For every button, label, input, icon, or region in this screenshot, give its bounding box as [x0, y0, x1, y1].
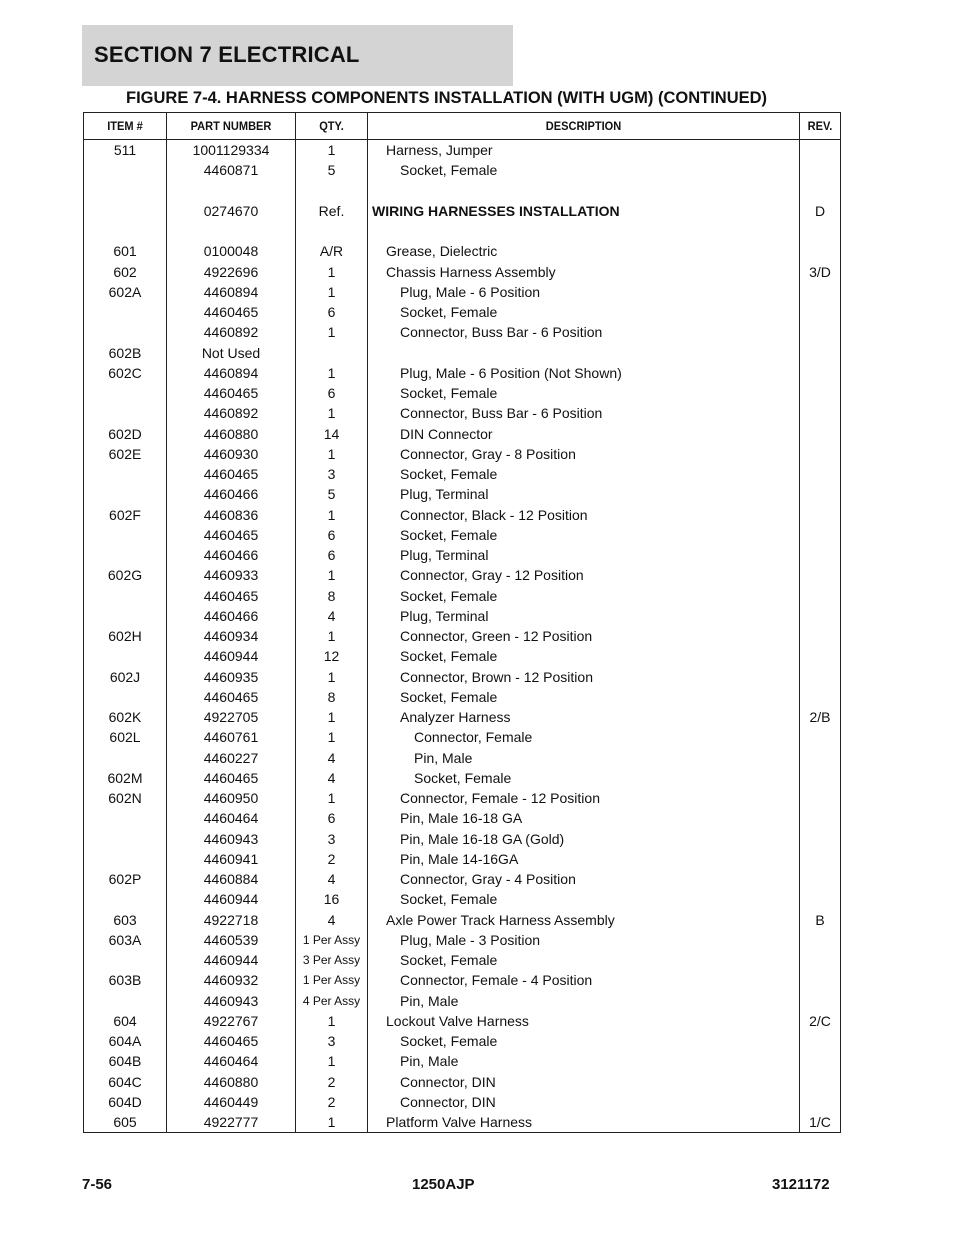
description: Plug, Terminal: [400, 547, 489, 563]
table-row: [84, 343, 840, 363]
quantity: 4: [327, 871, 336, 887]
description: Pin, Male 16-18 GA: [400, 810, 523, 827]
quantity: 6: [327, 526, 336, 543]
description: Pin, Male: [400, 992, 459, 1009]
quantity: 1: [327, 1114, 336, 1130]
description: Connector, Female - 4 Position: [400, 972, 593, 989]
part-number: 4922767: [203, 1012, 259, 1029]
revision: 2/C: [809, 1012, 831, 1029]
table-row: [84, 505, 840, 525]
quantity: 6: [327, 547, 336, 563]
quantity: 3: [327, 830, 336, 847]
table-row: [84, 970, 840, 990]
item-number: 604: [113, 1012, 137, 1029]
section-title: SECTION 7 ELECTRICAL: [94, 42, 360, 67]
part-number: 4460944: [203, 648, 259, 665]
description: Plug, Male - 3 Position: [400, 931, 541, 948]
description: Pin, Male 14-16GA: [400, 850, 519, 867]
footer-document-number: 3121172: [772, 1176, 830, 1193]
quantity: 1: [327, 263, 336, 280]
description: Plug, Terminal: [400, 486, 489, 503]
table-row: [84, 160, 840, 180]
table-row: [84, 221, 840, 241]
header-description: DESCRIPTION: [545, 119, 622, 133]
description: Pin, Male 16-18 GA (Gold): [400, 830, 565, 847]
item-number: 604D: [108, 1093, 142, 1110]
part-number: 4460464: [203, 810, 259, 827]
part-number: 4460465: [203, 1033, 259, 1049]
part-number: 4922718: [203, 911, 259, 928]
quantity: 4 Per Assy: [302, 993, 361, 1008]
revision: 2/B: [809, 709, 831, 725]
item-number: 602D: [108, 425, 142, 442]
description: Connector, Buss Bar - 6 Position: [400, 324, 603, 341]
quantity: 1: [327, 283, 336, 300]
table-row: [84, 545, 840, 565]
part-number: 4460466: [203, 607, 259, 624]
description: Pin, Male: [414, 749, 473, 766]
description: WIRING HARNESSES INSTALLATION: [372, 202, 620, 219]
quantity: 16: [323, 891, 340, 908]
item-number: 604C: [108, 1073, 142, 1090]
quantity: 8: [327, 587, 336, 604]
part-number: 4460930: [203, 445, 259, 462]
part-number: 4460871: [203, 162, 259, 179]
header-part-number: PART NUMBER: [190, 119, 272, 133]
table-row: [84, 424, 840, 444]
quantity: 4: [327, 911, 336, 928]
description: Pin, Male: [400, 1053, 459, 1070]
description: Socket, Female: [400, 162, 498, 179]
part-number: 4460465: [203, 769, 259, 786]
item-number: 603: [113, 911, 137, 928]
quantity: 3: [327, 1033, 336, 1049]
item-number: 602P: [108, 871, 142, 887]
quantity: 1: [327, 364, 336, 381]
quantity: 2: [327, 850, 336, 867]
part-number: 4460943: [203, 992, 259, 1009]
description: Connector, Female: [414, 729, 533, 746]
quantity: 1: [327, 142, 336, 158]
quantity: 2: [327, 1073, 336, 1090]
part-number: 4460932: [203, 972, 259, 989]
footer-model: 1250AJP: [412, 1176, 475, 1193]
part-number: 4460465: [203, 304, 259, 320]
description: Socket, Female: [400, 688, 498, 705]
table-row: [84, 586, 840, 606]
description: Platform Valve Harness: [386, 1114, 533, 1130]
table-row: [84, 829, 840, 849]
quantity: 1: [327, 1012, 336, 1029]
item-number: 603B: [108, 972, 142, 989]
part-number: 4460836: [203, 506, 259, 523]
table-row: [84, 808, 840, 828]
part-number: 4460539: [203, 931, 259, 948]
table-header-row: [84, 113, 840, 140]
part-number: 4460465: [203, 587, 259, 604]
description: Analyzer Harness: [400, 709, 511, 725]
quantity: 1: [327, 1053, 336, 1070]
quantity: 2: [327, 1093, 336, 1110]
part-number: 4460894: [203, 364, 259, 381]
table-row: [84, 707, 840, 727]
quantity: Ref.: [318, 202, 345, 219]
part-number: 4460465: [203, 385, 259, 401]
table-row: [84, 525, 840, 545]
table-row: [84, 262, 840, 282]
header-rev: REV.: [807, 119, 833, 133]
part-number: 4460944: [203, 891, 259, 908]
part-number: Not Used: [201, 344, 261, 361]
item-number: 602A: [108, 283, 142, 300]
description: Socket, Female: [400, 526, 498, 543]
part-number: 4460464: [203, 1053, 259, 1070]
quantity: 1: [327, 324, 336, 341]
description: Connector, Female - 12 Position: [400, 790, 600, 806]
description: Plug, Male - 6 Position (Not Shown): [400, 364, 622, 381]
table-row: [84, 181, 840, 201]
description: Socket, Female: [400, 952, 498, 968]
quantity: 1: [327, 506, 336, 523]
part-number: 0274670: [203, 202, 259, 219]
description: Connector, Gray - 4 Position: [400, 871, 576, 887]
table-row: [84, 1112, 840, 1132]
table-row: [84, 768, 840, 788]
revision: 1/C: [809, 1114, 831, 1130]
part-number: 4460950: [203, 790, 259, 806]
table-row: [84, 1031, 840, 1051]
table-row: [84, 1051, 840, 1071]
description: Socket, Female: [400, 1033, 498, 1049]
description: Lockout Valve Harness: [386, 1012, 529, 1029]
quantity: 1 Per Assy: [302, 932, 361, 947]
description: DIN Connector: [400, 425, 493, 442]
header-qty: QTY.: [319, 119, 344, 133]
table-row: [84, 282, 840, 302]
table-row: [84, 1072, 840, 1092]
part-number: 4460944: [203, 952, 259, 968]
footer-page-number: 7-56: [82, 1176, 113, 1193]
quantity: 3: [327, 466, 336, 482]
description: Connector, Green - 12 Position: [400, 628, 593, 644]
description: Socket, Female: [400, 648, 498, 665]
item-number: 602L: [109, 729, 141, 746]
item-number: 605: [113, 1114, 137, 1130]
table-row: [84, 302, 840, 322]
quantity: 6: [327, 810, 336, 827]
parts-table: [83, 112, 841, 1133]
quantity: 1 Per Assy: [302, 973, 361, 988]
table-row: [84, 889, 840, 909]
item-number: 602E: [108, 445, 142, 462]
part-number: 4460892: [203, 405, 259, 422]
revision: B: [815, 911, 825, 928]
part-number: 0100048: [203, 243, 259, 260]
section-header-band: [82, 25, 513, 86]
part-number: 4460894: [203, 283, 259, 300]
description: Connector, Gray - 8 Position: [400, 445, 576, 462]
table-row: [84, 626, 840, 646]
quantity: 1: [327, 405, 336, 422]
description: Chassis Harness Assembly: [386, 263, 556, 280]
quantity: 4: [327, 749, 336, 766]
item-number: 602J: [109, 668, 141, 685]
description: Socket, Female: [400, 466, 498, 482]
quantity: 5: [327, 162, 336, 179]
table-row: [84, 869, 840, 889]
part-number: 4460884: [203, 871, 259, 887]
table-row: [84, 910, 840, 930]
quantity: 12: [323, 648, 340, 665]
item-number: 602G: [107, 567, 143, 584]
part-number: 4460880: [203, 1073, 259, 1090]
description: Connector, Buss Bar - 6 Position: [400, 405, 603, 422]
part-number: 4460465: [203, 466, 259, 482]
part-number: 4922777: [203, 1114, 259, 1130]
description: Socket, Female: [400, 304, 498, 320]
table-row: [84, 606, 840, 626]
part-number: 4460892: [203, 324, 259, 341]
table-row: [84, 991, 840, 1011]
table-row: [84, 849, 840, 869]
part-number: 4922705: [203, 709, 259, 725]
quantity: 4: [327, 769, 336, 786]
table-row: [84, 464, 840, 484]
table-row: [84, 241, 840, 261]
quantity: 1: [327, 567, 336, 584]
table-row: [84, 140, 840, 160]
quantity: 6: [327, 385, 336, 401]
table-row: [84, 646, 840, 666]
part-number: 4460466: [203, 486, 259, 503]
description: Harness, Jumper: [386, 142, 493, 158]
part-number: 4460465: [203, 688, 259, 705]
quantity: 1: [327, 790, 336, 806]
quantity: 8: [327, 688, 336, 705]
table-row: [84, 444, 840, 464]
revision: 3/D: [809, 263, 831, 280]
item-number: 602: [113, 263, 137, 280]
description: Plug, Male - 6 Position: [400, 283, 541, 300]
quantity: 6: [327, 304, 336, 320]
description: Plug, Terminal: [400, 607, 489, 624]
quantity: 1: [327, 729, 336, 746]
table-row: [84, 363, 840, 383]
item-number: 602C: [108, 364, 142, 381]
revision: D: [814, 202, 826, 219]
item-number: 602F: [109, 506, 141, 523]
item-number: 604B: [108, 1053, 142, 1070]
part-number: 4460466: [203, 547, 259, 563]
part-number: 4460933: [203, 567, 259, 584]
table-row: [84, 322, 840, 342]
table-row: [84, 930, 840, 950]
part-number: 4460935: [203, 668, 259, 685]
description: Axle Power Track Harness Assembly: [386, 911, 615, 928]
part-number: 4460880: [203, 425, 259, 442]
quantity: 1: [327, 628, 336, 644]
description: Connector, Brown - 12 Position: [400, 668, 593, 685]
quantity: A/R: [319, 243, 344, 260]
part-number: 4460465: [203, 526, 259, 543]
item-number: 602B: [108, 344, 142, 361]
description: Connector, Black - 12 Position: [400, 506, 588, 523]
item-number: 604A: [108, 1033, 142, 1049]
description: Socket, Female: [400, 587, 498, 604]
table-row: [84, 383, 840, 403]
quantity: 1: [327, 668, 336, 685]
description: Grease, Dielectric: [386, 243, 498, 260]
table-row: [84, 484, 840, 504]
part-number: 4460761: [203, 729, 259, 746]
part-number: 4460449: [203, 1093, 259, 1110]
item-number: 602H: [108, 628, 142, 644]
item-number: 601: [113, 243, 137, 260]
quantity: 1: [327, 445, 336, 462]
item-number: 602K: [108, 709, 142, 725]
item-number: 602M: [107, 769, 143, 786]
table-row: [84, 403, 840, 423]
description: Socket, Female: [400, 891, 498, 908]
quantity: 5: [327, 486, 336, 503]
table-row: [84, 748, 840, 768]
part-number: 1001129334: [192, 142, 270, 158]
item-number: 511: [113, 142, 137, 158]
part-number: 4460943: [203, 830, 259, 847]
quantity: 14: [323, 425, 340, 442]
part-number: 4460941: [203, 850, 259, 867]
part-number: 4460227: [203, 749, 259, 766]
table-row: [84, 1011, 840, 1031]
quantity: 4: [327, 607, 336, 624]
table-row: [84, 565, 840, 585]
quantity: 3 Per Assy: [302, 953, 361, 967]
part-number: 4460934: [203, 628, 259, 644]
description: Socket, Female: [400, 385, 498, 401]
description: Connector, DIN: [400, 1073, 496, 1090]
header-item: ITEM #: [107, 119, 143, 133]
part-number: 4922696: [203, 263, 259, 280]
table-row: [84, 950, 840, 970]
table-row: [84, 667, 840, 687]
quantity: 1: [327, 709, 336, 725]
table-row: [84, 201, 840, 221]
table-row: [84, 727, 840, 747]
description: Connector, Gray - 12 Position: [400, 567, 584, 584]
description: Socket, Female: [414, 769, 512, 786]
table-row: [84, 687, 840, 707]
table-row: [84, 1092, 840, 1112]
table-row: [84, 788, 840, 808]
item-number: 602N: [108, 790, 142, 806]
item-number: 603A: [108, 931, 142, 948]
figure-title: FIGURE 7-4. HARNESS COMPONENTS INSTALLATION (WITH UGM) (CONTINUED): [126, 89, 768, 107]
description: Connector, DIN: [400, 1093, 496, 1110]
